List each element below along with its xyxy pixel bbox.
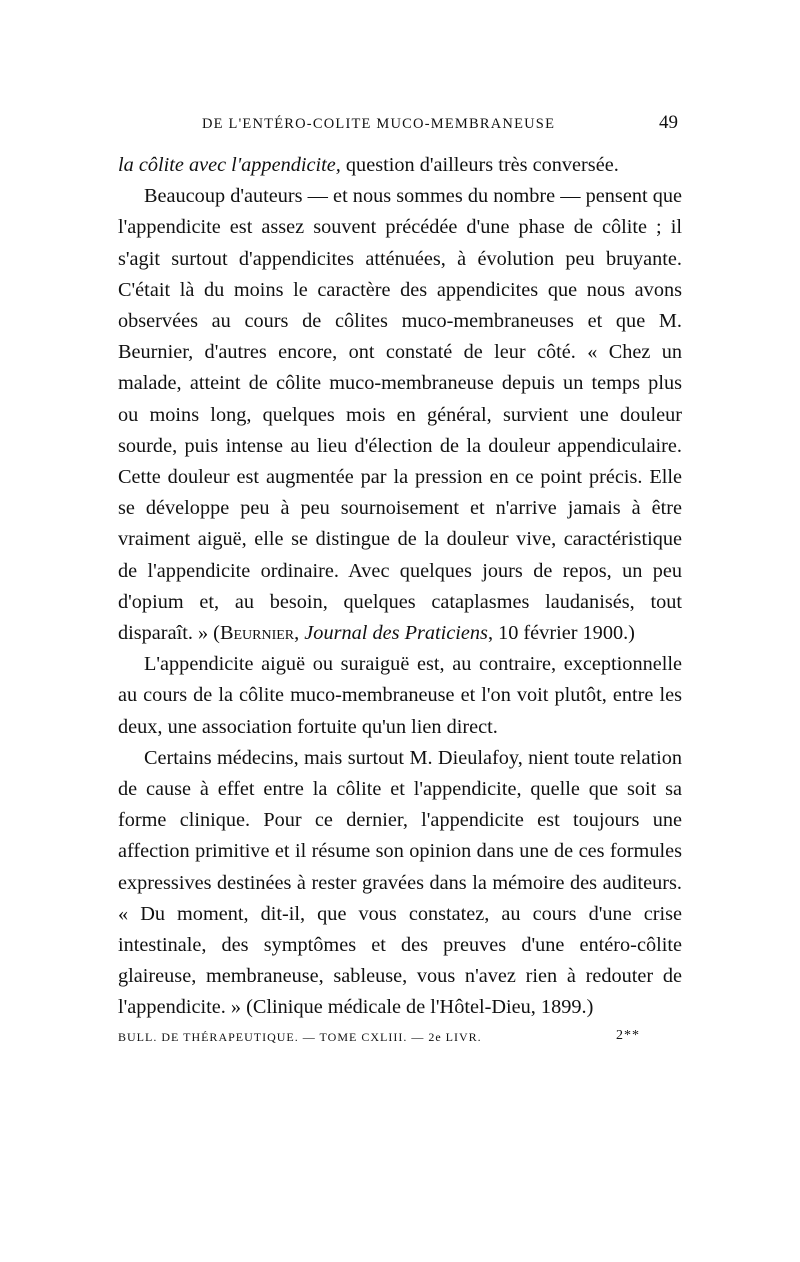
citation-date: , 10 février 1900.): [487, 622, 635, 645]
italic-lead: la côlite avec l'appendicite,: [118, 154, 341, 176]
signature-left: BULL. DE THÉRAPEUTIQUE. — TOME CXLIII. — 2e LIVR.: [118, 1029, 482, 1044]
paragraph-aigue: [118, 649, 682, 743]
citation-author: Beurnier: [219, 622, 295, 645]
paragraph-certains: [118, 743, 682, 1024]
page-number: 49: [659, 112, 678, 133]
paragraph-text: question d'ailleurs très conversée.: [340, 154, 619, 176]
paragraph-text: Certains médecins, mais surtout M. Dieulafoy, nient toute relation de cause à effet entre la côlite et l'appendicite, quelle que soit sa forme clinique. Pour ce dernier, l'appendicite est toujours une affection primitive et il résume son opinion dans une de ces formules expressives destinées à rester gravées dans la mémoire des auditeurs. « Du moment, dit-il, que vous constatez, au cours d'une crise intestinale, des symptômes et des preuves d'une entéro-côlite glaireuse, membraneuse, sableuse, vous n'avez rien à redouter de l'appendicite. » (Clinique médicale de l'Hôtel-Dieu, 1899.): [118, 746, 682, 1019]
citation-journal: Journal des Praticiens: [304, 622, 488, 645]
body-text: [118, 150, 682, 1024]
running-head: [118, 112, 682, 138]
citation-sep: ,: [294, 622, 305, 645]
paragraph-text: L'appendicite aiguë ou suraiguë est, au contraire, exceptionnelle au cours de la côlite muco-membraneuse et l'on voit plutôt, entre les deux, une association fortuite qu'un lien direct.: [118, 653, 682, 738]
paragraph-beaucoup: [118, 181, 682, 649]
paragraph-continued: [118, 150, 682, 181]
signature-right: 2**: [616, 1027, 640, 1043]
signature-line: [118, 1028, 682, 1050]
paragraph-text: Beaucoup d'auteurs — et nous sommes du nombre — pensent que l'appendicite est assez souvent précédée d'une phase de côlite ; il s'agit surtout d'appendicites atténuées, à évolution peu bruyante. C'était là du moins le caractère des appendicites que nous avons observées au cours de côlites muco-membraneuses et que M. Beurnier, d'autres encore, ont constaté de leur côté. « Chez un malade, atteint de côlite muco-membraneuse depuis un temps plus ou moins long, quelques mois en général, survient une douleur sourde, puis intense au lieu d'élection de la douleur appendiculaire. Cette douleur est augmentée par la pression en ce point précis. Elle se développe peu à peu sournoisement et n'arrive jamais à être vraiment aiguë, elle se distingue de la douleur vive, caractéristique de l'appendicite ordinaire. Avec quelques jours de repos, un peu d'opium et, au besoin, quelques cataplasmes laudanisés, tout disparaît. » (: [118, 185, 682, 645]
book-page: [118, 112, 682, 1050]
running-head-title: DE L'ENTÉRO-COLITE MUCO-MEMBRANEUSE: [202, 116, 556, 132]
